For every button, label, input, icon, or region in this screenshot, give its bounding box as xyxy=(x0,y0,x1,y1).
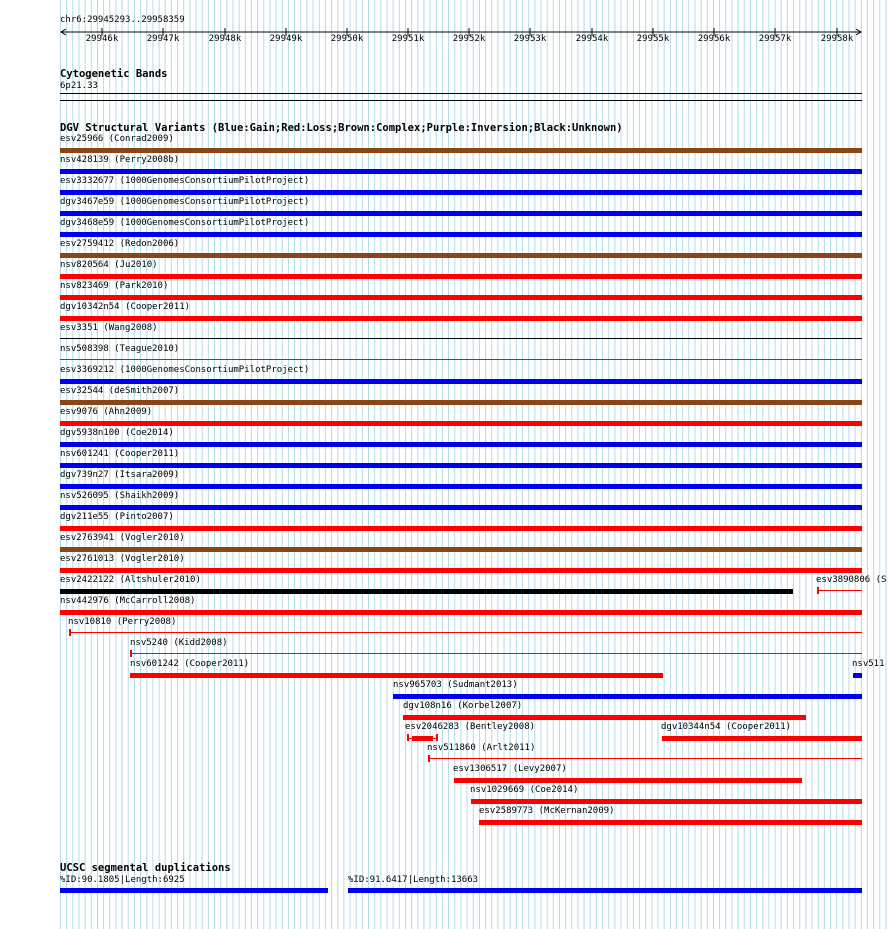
dgv-feature-bar-loss[interactable] xyxy=(428,758,862,759)
dgv-feature-endcap xyxy=(69,629,71,636)
dgv-feature-label[interactable]: esv2422122 (Altshuler2010) xyxy=(60,575,201,585)
dgv-feature-bar-gain[interactable] xyxy=(60,463,862,468)
dgv-feature-bar-gain[interactable] xyxy=(60,211,862,216)
dgv-feature-bar-loss[interactable] xyxy=(60,295,862,300)
dgv-feature-bar-loss[interactable] xyxy=(479,820,862,825)
dgv-feature-bar-unknown[interactable] xyxy=(60,589,793,594)
dgv-feature-block xyxy=(412,736,433,741)
ruler-tick-label: 29953k xyxy=(513,34,547,44)
dgv-feature-label[interactable]: nsv508398 (Teague2010) xyxy=(60,344,180,354)
dgv-feature-label[interactable]: dgv211e55 (Pinto2007) xyxy=(60,512,174,522)
dgv-feature-endcap xyxy=(130,650,132,657)
dgv-feature-bar-loss[interactable] xyxy=(130,653,862,654)
segdup-feature-label[interactable]: %ID:91.6417|Length:13663 xyxy=(348,875,479,885)
ruler-tick-label: 29950k xyxy=(330,34,364,44)
dgv-track-title: DGV Structural Variants (Blue:Gain;Red:Loss;Brown:Complex;Purple:Inversion;Black:Unknown) xyxy=(60,122,623,134)
dgv-feature-label[interactable]: esv2589773 (McKernan2009) xyxy=(479,806,615,816)
dgv-feature-label[interactable]: esv25966 (Conrad2009) xyxy=(60,134,174,144)
dgv-feature-bar-complex[interactable] xyxy=(60,148,862,153)
ruler-tick-label: 29957k xyxy=(758,34,792,44)
dgv-feature-bar-complex[interactable] xyxy=(60,547,862,552)
dgv-feature-label[interactable]: nsv428139 (Perry2008b) xyxy=(60,155,180,165)
dgv-feature-label[interactable]: esv1306517 (Levy2007) xyxy=(453,764,567,774)
dgv-feature-label[interactable]: nsv823469 (Park2010) xyxy=(60,281,169,291)
dgv-feature-label[interactable]: esv2759412 (Redon2006) xyxy=(60,239,180,249)
ruler-tick-label: 29954k xyxy=(575,34,609,44)
dgv-feature-bar-loss[interactable] xyxy=(817,590,862,591)
dgv-feature-label[interactable]: nsv820564 (Ju2010) xyxy=(60,260,158,270)
dgv-feature-label[interactable]: nsv511 xyxy=(852,659,885,669)
ruler-tick-label: 29955k xyxy=(636,34,670,44)
dgv-feature-label[interactable]: esv3369212 (1000GenomesConsortiumPilotProject) xyxy=(60,365,310,375)
dgv-feature-endcap xyxy=(436,734,438,741)
dgv-feature-bar-loss[interactable] xyxy=(69,632,862,633)
segdup-feature-bar[interactable] xyxy=(60,888,328,893)
dgv-feature-bar-complex[interactable] xyxy=(60,400,862,405)
dgv-feature-bar-gain[interactable] xyxy=(60,505,862,510)
dgv-feature-bar-gain[interactable] xyxy=(60,232,862,237)
dgv-feature-bar-loss[interactable] xyxy=(60,610,862,615)
segdup-feature-bar[interactable] xyxy=(348,888,862,893)
dgv-feature-bar-loss[interactable] xyxy=(60,526,862,531)
dgv-feature-bar-loss[interactable] xyxy=(471,799,862,804)
ruler-tick-label: 29948k xyxy=(208,34,242,44)
dgv-feature-bar-gain[interactable] xyxy=(60,190,862,195)
ruler-tick-label: 29956k xyxy=(697,34,731,44)
dgv-feature-label[interactable]: esv32544 (deSmith2007) xyxy=(60,386,180,396)
dgv-feature-bar-loss[interactable] xyxy=(60,421,862,426)
ruler-tick-label: 29946k xyxy=(85,34,119,44)
dgv-feature-bar-loss[interactable] xyxy=(60,316,862,321)
dgv-feature-bar-loss[interactable] xyxy=(662,736,862,741)
ruler-tick-label: 29952k xyxy=(452,34,486,44)
dgv-feature-label[interactable]: nsv601241 (Cooper2011) xyxy=(60,449,180,459)
cytoband-bottom-line xyxy=(60,100,862,101)
dgv-feature-label[interactable]: nsv526095 (Shaikh2009) xyxy=(60,491,180,501)
dgv-feature-bar-gain[interactable] xyxy=(60,442,862,447)
dgv-feature-label[interactable]: dgv5938n100 (Coe2014) xyxy=(60,428,174,438)
dgv-feature-label[interactable]: nsv601242 (Cooper2011) xyxy=(130,659,250,669)
ruler-tick-label: 29958k xyxy=(820,34,854,44)
dgv-feature-label[interactable]: esv3332677 (1000GenomesConsortiumPilotProject) xyxy=(60,176,310,186)
dgv-feature-label[interactable]: nsv511860 (Arlt2011) xyxy=(427,743,536,753)
ruler-axis[interactable] xyxy=(0,26,890,40)
ruler-tick-label: 29951k xyxy=(391,34,425,44)
dgv-feature-endcap xyxy=(428,755,430,762)
dgv-feature-endcap xyxy=(407,734,409,741)
dgv-feature-label[interactable]: nsv965703 (Sudmant2013) xyxy=(393,680,518,690)
dgv-feature-bar-loss[interactable] xyxy=(60,359,862,360)
dgv-feature-label[interactable]: esv2761013 (Vogler2010) xyxy=(60,554,185,564)
dgv-feature-label[interactable]: dgv108n16 (Korbel2007) xyxy=(403,701,523,711)
dgv-feature-label[interactable]: esv3351 (Wang2008) xyxy=(60,323,158,333)
dgv-feature-label[interactable]: nsv10810 (Perry2008) xyxy=(68,617,177,627)
dgv-feature-bar-gain[interactable] xyxy=(60,169,862,174)
dgv-feature-bar-loss[interactable] xyxy=(60,568,862,573)
dgv-feature-endcap xyxy=(817,587,819,594)
dgv-feature-label[interactable]: nsv442976 (McCarroll2008) xyxy=(60,596,196,606)
dgv-feature-bar-gain[interactable] xyxy=(60,379,862,384)
ruler-tick-label: 29947k xyxy=(146,34,180,44)
dgv-feature-label[interactable]: dgv10342n54 (Cooper2011) xyxy=(60,302,191,312)
ruler-tick-label: 29949k xyxy=(269,34,303,44)
dgv-feature-bar-gain[interactable] xyxy=(393,694,862,699)
dgv-feature-bar-loss[interactable] xyxy=(130,673,663,678)
dgv-feature-label[interactable]: dgv3468e59 (1000GenomesConsortiumPilotProject) xyxy=(60,218,310,228)
dgv-feature-label[interactable]: dgv739n27 (Itsara2009) xyxy=(60,470,180,480)
dgv-feature-label[interactable]: dgv10344n54 (Cooper2011) xyxy=(661,722,792,732)
dgv-feature-label[interactable]: dgv3467e59 (1000GenomesConsortiumPilotProject) xyxy=(60,197,310,207)
cytoband-track-title: Cytogenetic Bands xyxy=(60,68,168,80)
dgv-feature-label[interactable]: nsv5240 (Kidd2008) xyxy=(130,638,228,648)
dgv-feature-label[interactable]: esv3890806 (S xyxy=(816,575,887,585)
dgv-feature-label[interactable]: esv2046283 (Bentley2008) xyxy=(405,722,536,732)
dgv-feature-bar-loss[interactable] xyxy=(60,274,862,279)
dgv-feature-bar-loss[interactable] xyxy=(454,778,802,783)
dgv-feature-label[interactable]: esv2763941 (Vogler2010) xyxy=(60,533,185,543)
dgv-feature-bar-complex[interactable] xyxy=(60,253,862,258)
dgv-feature-bar-gain[interactable] xyxy=(853,673,862,678)
dgv-feature-bar-loss[interactable] xyxy=(403,715,806,720)
dgv-feature-label[interactable]: nsv1029669 (Coe2014) xyxy=(470,785,579,795)
cytoband-label: 6p21.33 xyxy=(60,81,98,91)
dgv-feature-label[interactable]: esv9076 (Ahn2009) xyxy=(60,407,153,417)
dgv-feature-bar-gain[interactable] xyxy=(60,484,862,489)
cytoband-top-line xyxy=(60,93,862,94)
segdup-track-title: UCSC segmental duplications xyxy=(60,862,231,874)
dgv-feature-bar-unknown[interactable] xyxy=(60,338,862,339)
ruler-position-label: chr6:29945293..29958359 xyxy=(60,15,185,25)
segdup-feature-label[interactable]: %ID:90.1805|Length:6925 xyxy=(60,875,185,885)
